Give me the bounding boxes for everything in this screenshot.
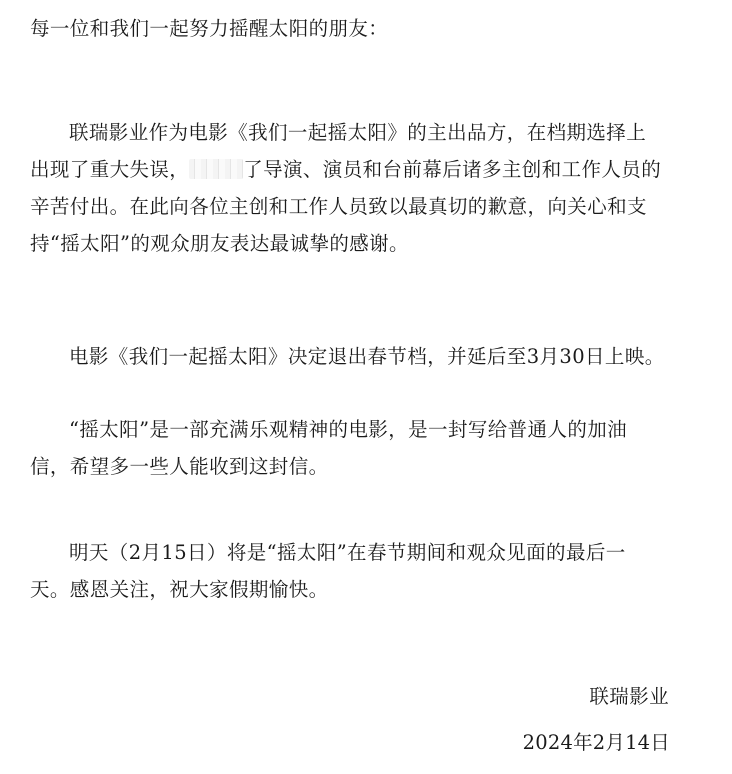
paragraph-line (30, 151, 702, 188)
salutation: 每一位和我们一起努力摇醒太阳的朋友： (30, 17, 389, 40)
paragraph-line: 信，希望多一些人能收到这封信。 (30, 455, 329, 478)
paragraph-line: 明天（2月15日）将是“摇太阳”在春节期间和观众见面的最后一 (69, 541, 626, 564)
paragraph-line: 辛苦付出。在此向各位主创和工作人员致以最真切的歉意，向关心和支 (30, 195, 647, 218)
paragraph-line: 持“摇太阳”的观众朋友表达最诚挚的感谢。 (30, 232, 409, 255)
signature-date: 2024年2月14日 (522, 731, 670, 754)
paragraph-line: 电影《我们一起摇太阳》决定退出春节档，并延后至3月30日上映。 (69, 345, 665, 368)
signature-company: 联瑞影业 (589, 685, 669, 708)
paragraph-text: 出现了重大失误， (30, 158, 190, 181)
paragraph-line: “摇太阳”是一部充满乐观精神的电影，是一封写给普通人的加油 (69, 418, 628, 441)
paragraph-last-day (30, 534, 702, 608)
paragraph-text: 了导演、演员和台前幕后诸多主创和工作人员的 (243, 158, 662, 181)
paragraph-release-change (30, 338, 702, 375)
paragraph-line: 联瑞影业作为电影《我们一起摇太阳》的主出品方，在档期选择上 (69, 121, 647, 144)
paragraph-film-description (30, 411, 702, 485)
redacted-text-mark (189, 159, 243, 179)
paragraph-line: 天。感恩关注，祝大家假期愉快。 (30, 578, 329, 601)
paragraph-apology (30, 114, 702, 262)
